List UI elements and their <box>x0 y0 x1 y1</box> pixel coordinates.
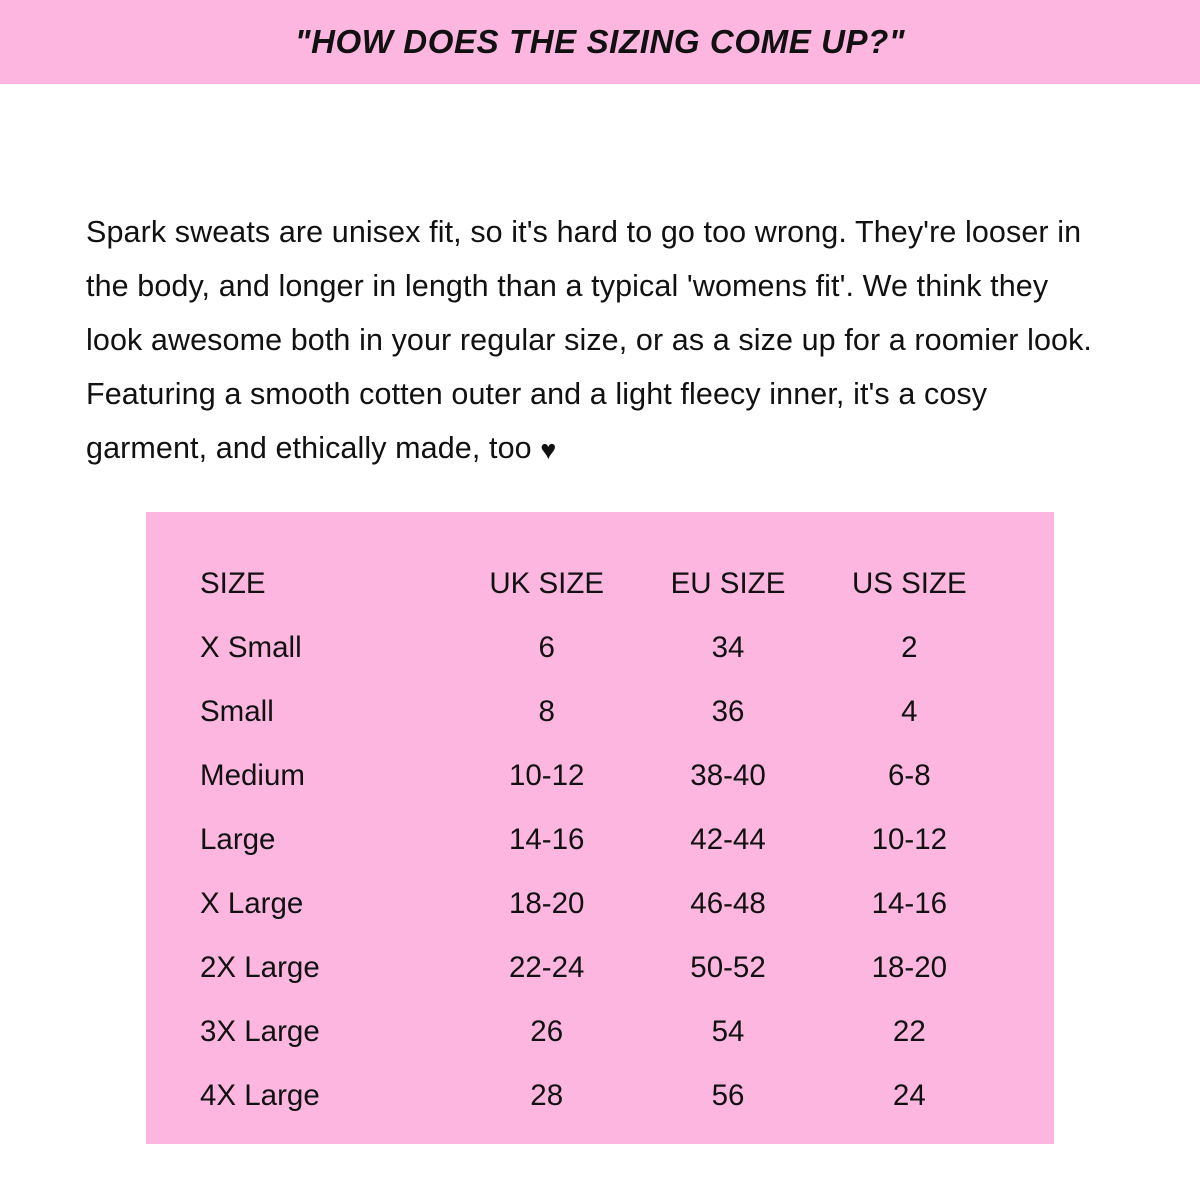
cell-size: 2X Large <box>200 951 320 984</box>
cell-eu: 34 <box>711 631 745 664</box>
size-table-card <box>146 512 1054 1144</box>
cell-size: X Large <box>200 887 304 920</box>
table-header-row <box>200 552 1000 616</box>
intro-section <box>0 84 1200 475</box>
cell-eu: 36 <box>711 695 745 728</box>
cell-size: 4X Large <box>200 1079 320 1112</box>
column-header-eu-size: EU SIZE <box>670 567 786 600</box>
cell-us: 2 <box>901 631 918 664</box>
cell-size: 3X Large <box>200 1015 320 1048</box>
cell-uk: 26 <box>530 1015 564 1048</box>
cell-uk: 14-16 <box>508 823 585 856</box>
cell-eu: 56 <box>711 1079 745 1112</box>
cell-us: 22 <box>892 1015 926 1048</box>
column-header-uk-size: UK SIZE <box>489 567 605 600</box>
page-title: "HOW DOES THE SIZING COME UP?" <box>294 23 906 60</box>
cell-size: Medium <box>200 759 305 792</box>
intro-paragraph-text: Spark sweats are unisex fit, so it's hard to go too wrong. They're looser in the body, and longer in length than a typical 'womens fit'. We think they look awesome both in your regular size, or as a size up for a roomier look. Featuring a smooth cotten outer and a light fleecy inner, it's a cosy garment, and ethically made, too <box>86 214 1093 465</box>
intro-paragraph <box>86 205 1096 475</box>
cell-us: 10-12 <box>871 823 948 856</box>
table-row <box>200 808 1000 872</box>
cell-uk: 6 <box>538 631 555 664</box>
cell-eu: 46-48 <box>690 887 766 920</box>
column-header-us-size: US SIZE <box>851 567 967 600</box>
cell-us: 4 <box>901 695 918 728</box>
size-table-head <box>200 552 1000 616</box>
cell-uk: 28 <box>530 1079 564 1112</box>
cell-us: 24 <box>892 1079 926 1112</box>
cell-us: 18-20 <box>871 951 948 984</box>
table-row <box>200 616 1000 680</box>
cell-eu: 54 <box>711 1015 745 1048</box>
table-row <box>200 1000 1000 1064</box>
heart-icon: ♥ <box>540 434 557 465</box>
cell-size: Small <box>200 695 274 728</box>
cell-us: 14-16 <box>871 887 948 920</box>
column-header-size: SIZE <box>200 567 266 600</box>
cell-uk: 8 <box>538 695 555 728</box>
cell-size: X Small <box>200 631 302 664</box>
table-row <box>200 744 1000 808</box>
table-row <box>200 680 1000 744</box>
cell-uk: 10-12 <box>508 759 585 792</box>
size-table-body <box>200 616 1000 1128</box>
table-row <box>200 1064 1000 1128</box>
size-table <box>200 552 1000 1128</box>
cell-eu: 38-40 <box>690 759 766 792</box>
cell-eu: 42-44 <box>690 823 766 856</box>
table-row <box>200 936 1000 1000</box>
cell-us: 6-8 <box>888 759 931 792</box>
cell-eu: 50-52 <box>690 951 766 984</box>
cell-uk: 22-24 <box>508 951 585 984</box>
table-row <box>200 872 1000 936</box>
cell-uk: 18-20 <box>508 887 585 920</box>
header-banner <box>0 0 1200 84</box>
cell-size: Large <box>200 823 276 856</box>
